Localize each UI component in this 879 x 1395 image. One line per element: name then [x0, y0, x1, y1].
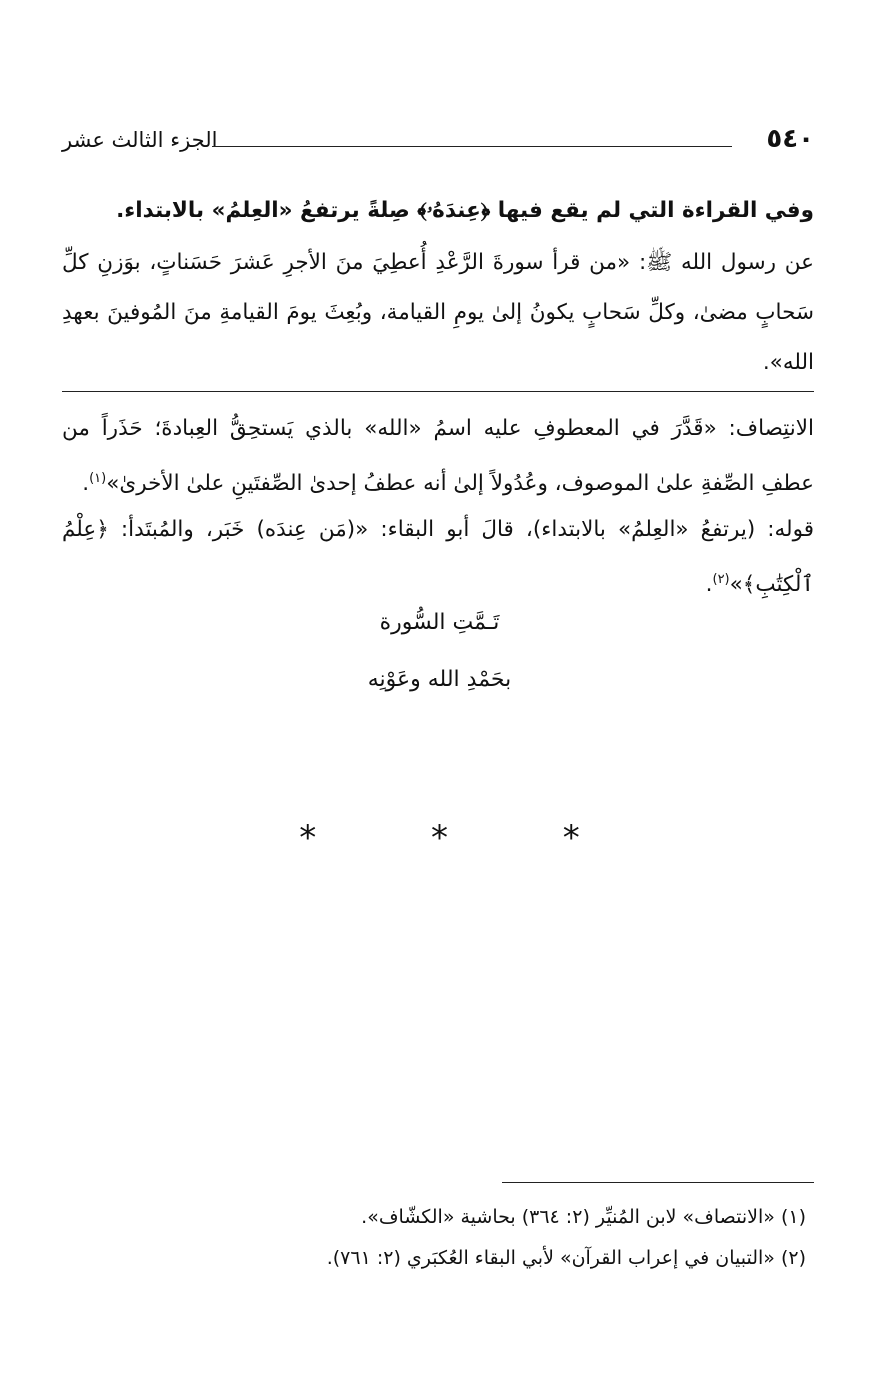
intisaf-text: الانتِصاف: «قَدَّرَ في المعطوفِ عليه اسمُ «الله» بالذي يَستحِقُّ العِبادةَ؛ حَذَراً من عطفِ الصِّفةِ علىٰ الموصوف، وعُدُولاً إلىٰ أنه عطفُ إحدىٰ الصِّفتَينِ علىٰ الأخرىٰ»	[62, 416, 814, 497]
footnote-1: (١) «الانتصاف» لابن المُنيِّر (٢: ٣٦٤) بحاشية «الكشّاف».	[361, 1206, 806, 1228]
footnote-2: (٢) «التبيان في إعراب القرآن» لأبي البقاء العُكبَري (٢: ٧٦١).	[326, 1247, 806, 1269]
qawluh-paragraph: قوله: (يرتفعُ «العِلمُ» بالابتداء)، قالَ أبو البقاء: «(مَن عِندَه) خَبَر، والمُبتَدأ: ﴿عِلْمُ ٱلْكِتَٰبِ﴾»$^{(٢)}$.	[62, 517, 814, 598]
hadith-paragraph: عن رسول الله ﷺ: «من قرأ سورةَ الرَّعْدِ أُعطِيَ منَ الأجرِ عَشرَ حَسَناتٍ، بوَزنِ كلِّ سَحابٍ مضىٰ، وكلِّ سَحابٍ يكونُ إلىٰ يومِ القيامة، وبُعِثَ يومَ القيامةِ منَ المُوفينَ بعهدِ الله».	[62, 250, 814, 375]
section-divider	[62, 391, 814, 392]
closing-line-1: تَـمَّتِ السُّورة	[379, 610, 500, 635]
footnote-ref-2: (٢)	[712, 572, 730, 587]
page-header	[62, 126, 814, 166]
intisaf-paragraph: الانتِصاف: «قَدَّرَ في المعطوفِ عليه اسمُ «الله» بالذي يَستحِقُّ العِبادةَ؛ حَذَراً من عطفِ الصِّفةِ علىٰ الموصوف، وعُدُولاً إلىٰ أنه عطفُ إحدىٰ الصِّفتَينِ علىٰ الأخرىٰ»$^{(١)}$.	[62, 416, 814, 497]
footnote-rule	[502, 1182, 814, 1183]
footnote-ref-1: (١)	[89, 471, 107, 486]
page-number: ٥٤٠	[766, 124, 814, 154]
closing-line-2: بحَمْدِ الله وعَوْنِه	[367, 667, 512, 692]
running-title: الجزء الثالث عشر	[62, 128, 218, 152]
header-rule	[212, 146, 732, 147]
reading-note: وفي القراءة التي لم يقع فيها ﴿عِندَهُۥ﴾ صِلةً يرتفعُ «العِلمُ» بالابتداء.	[116, 198, 814, 223]
ornament-stars: * * *	[299, 818, 632, 858]
qawluh-text: قوله: (يرتفعُ «العِلمُ» بالابتداء)، قالَ أبو البقاء: «(مَن عِندَه) خَبَر، والمُبتَدأ: ﴿عِلْمُ ٱلْكِتَٰبِ﴾»	[62, 517, 814, 598]
